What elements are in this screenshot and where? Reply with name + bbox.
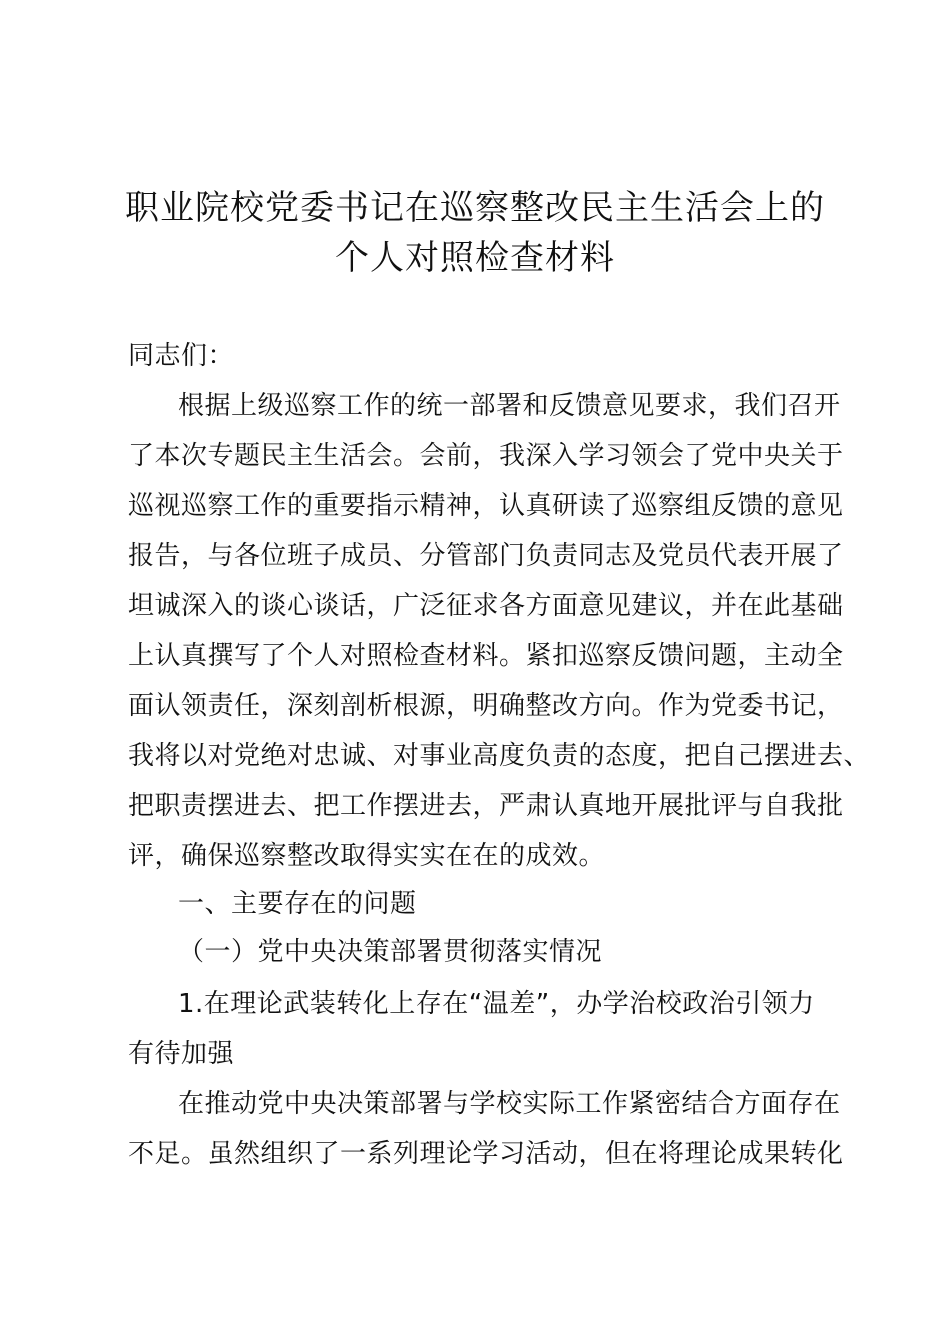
paragraph-1-line: 巡视巡察工作的重要指示精神，认真研读了巡察组反馈的意见 xyxy=(128,491,844,521)
section-heading-2: （一）党中央决策部署贯彻落实情况 xyxy=(178,937,603,967)
salutation: 同志们： xyxy=(128,341,235,371)
paragraph-1-line: 坦诚深入的谈心谈话，广泛征求各方面意见建议，并在此基础 xyxy=(128,591,844,621)
paragraph-2-line: 在推动党中央决策部署与学校实际工作紧密结合方面存在 xyxy=(178,1089,841,1119)
paragraph-1-line: 我将以对党绝对忠诚、对事业高度负责的态度，把自己摆进去、 xyxy=(128,741,871,771)
document-title-line-1: 职业院校党委书记在巡察整改民主生活会上的 xyxy=(125,188,825,228)
paragraph-1-line: 把职责摆进去、把工作摆进去，严肃认真地开展批评与自我批 xyxy=(128,791,844,821)
section-heading-3-line: 1.在理论武装转化上存在“温差”，办学治校政治引领力 xyxy=(178,989,815,1019)
section-heading-1: 一、主要存在的问题 xyxy=(178,889,417,919)
paragraph-1-line: 上认真撰写了个人对照检查材料。紧扣巡察反馈问题，主动全 xyxy=(128,641,844,671)
paragraph-1-line: 了本次专题民主生活会。会前，我深入学习领会了党中央关于 xyxy=(128,441,844,471)
paragraph-1-line: 面认领责任，深刻剖析根源，明确整改方向。作为党委书记， xyxy=(128,691,844,721)
paragraph-1-line: 报告，与各位班子成员、分管部门负责同志及党员代表开展了 xyxy=(128,541,844,571)
section-heading-3-line: 有待加强 xyxy=(128,1039,235,1069)
paragraph-1-line: 评，确保巡察整改取得实实在在的成效。 xyxy=(128,841,606,871)
document-title-line-2: 个人对照检查材料 xyxy=(335,238,615,278)
paragraph-1-line: 根据上级巡察工作的统一部署和反馈意见要求，我们召开 xyxy=(178,391,841,421)
paragraph-2-line: 不足。虽然组织了一系列理论学习活动，但在将理论成果转化 xyxy=(128,1139,844,1169)
